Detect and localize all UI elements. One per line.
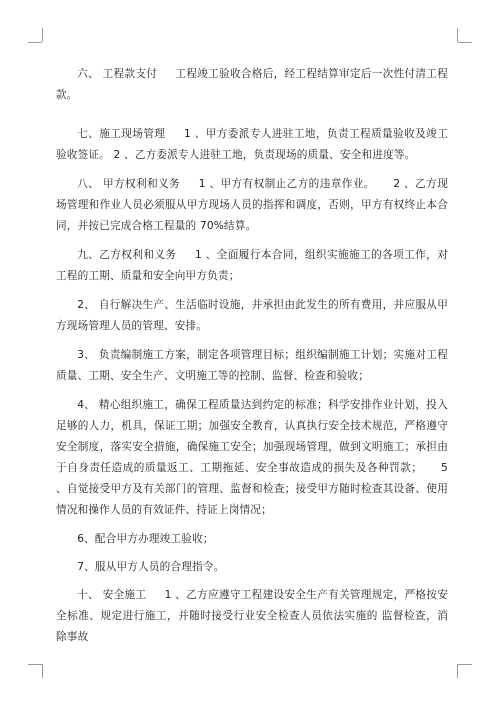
paragraph-item-4-5: 4、 精心组织施工，确保工程质量达到约定的标准；科学安排作业计划，投入足够的人力，机具，保证工期；加强安全教育，认真执行安全技术规范，严格遵守安全制度，落实安全措施，确保施工安全；加强现场管理，做到文明施工；承担由于自身责任造成的质量返工、工期拖延、安全事故造成的损失及各种罚款； 5 、自觉接受甲方及有关部门的管理、监督和检查；接受甲方随时检查其设备、使用情况和操作人员的有效证件、持证上岗情况； — [56, 399, 448, 516]
paragraph-item-3: 3、 负责编制施工方案，制定各项管理目标；组织编制施工计划；实施对工程质量、工期、安全生产、文明施工等的控制、监督、检查和验收； — [56, 349, 448, 382]
crop-mark-top-right-v — [457, 28, 458, 42]
paragraph-site-management: 七、施工现场管理 1 、甲方委派专人进驻工地，负责工程质量验收及竣工验收签证。 2 、乙方委派专人进驻工地，负责现场的质量、安全和进度等。 — [56, 128, 448, 161]
crop-mark-bottom-right-v — [457, 664, 458, 678]
crop-mark-bottom-left-h — [28, 664, 42, 665]
paragraph-payment: 六、 工程款支付 工程竣工验收合格后，经工程结算审定后一次性付清工程款。 — [56, 68, 448, 101]
crop-mark-top-left-h — [28, 42, 42, 43]
paragraph-item-6: 6、配合甲方办理竣工验收； — [77, 533, 214, 545]
paragraph-party-b-rights: 九、乙方权利和义务 1 、全面履行本合同，组织实施施工的各项工作，对工程的工期、质量和安全向甲方负责； — [56, 249, 448, 282]
paragraph-safety: 十、 安全施工 1 、乙方应遵守工程建设安全生产有关管理规定，严格按安全标准、规定进行施工，并随时接受行业安全检查人员依法实施的 监督检查，消除事故 — [56, 589, 448, 643]
paragraph-item-2: 2、 自行解决生产、生活临时设施，并承担由此发生的所有费用，并应服从甲方现场管理人员的管理、安排。 — [56, 299, 448, 332]
crop-mark-top-left-v — [42, 28, 43, 42]
crop-mark-bottom-left-v — [42, 664, 43, 678]
crop-mark-bottom-right-h — [458, 664, 472, 665]
crop-mark-top-right-h — [458, 42, 472, 43]
paragraph-item-7: 7、服从甲方人员的合理指令。 — [77, 561, 225, 573]
document-body — [56, 64, 448, 656]
paragraph-party-a-rights: 八、 甲方权利和义务 1 、甲方有权制止乙方的违章作业。 2 、乙方现场管理和作业人员必须服从甲方现场人员的指挥和调度，否则，甲方有权终止本合同，并按已完成合格工程量的 70%结算。 — [56, 178, 448, 232]
